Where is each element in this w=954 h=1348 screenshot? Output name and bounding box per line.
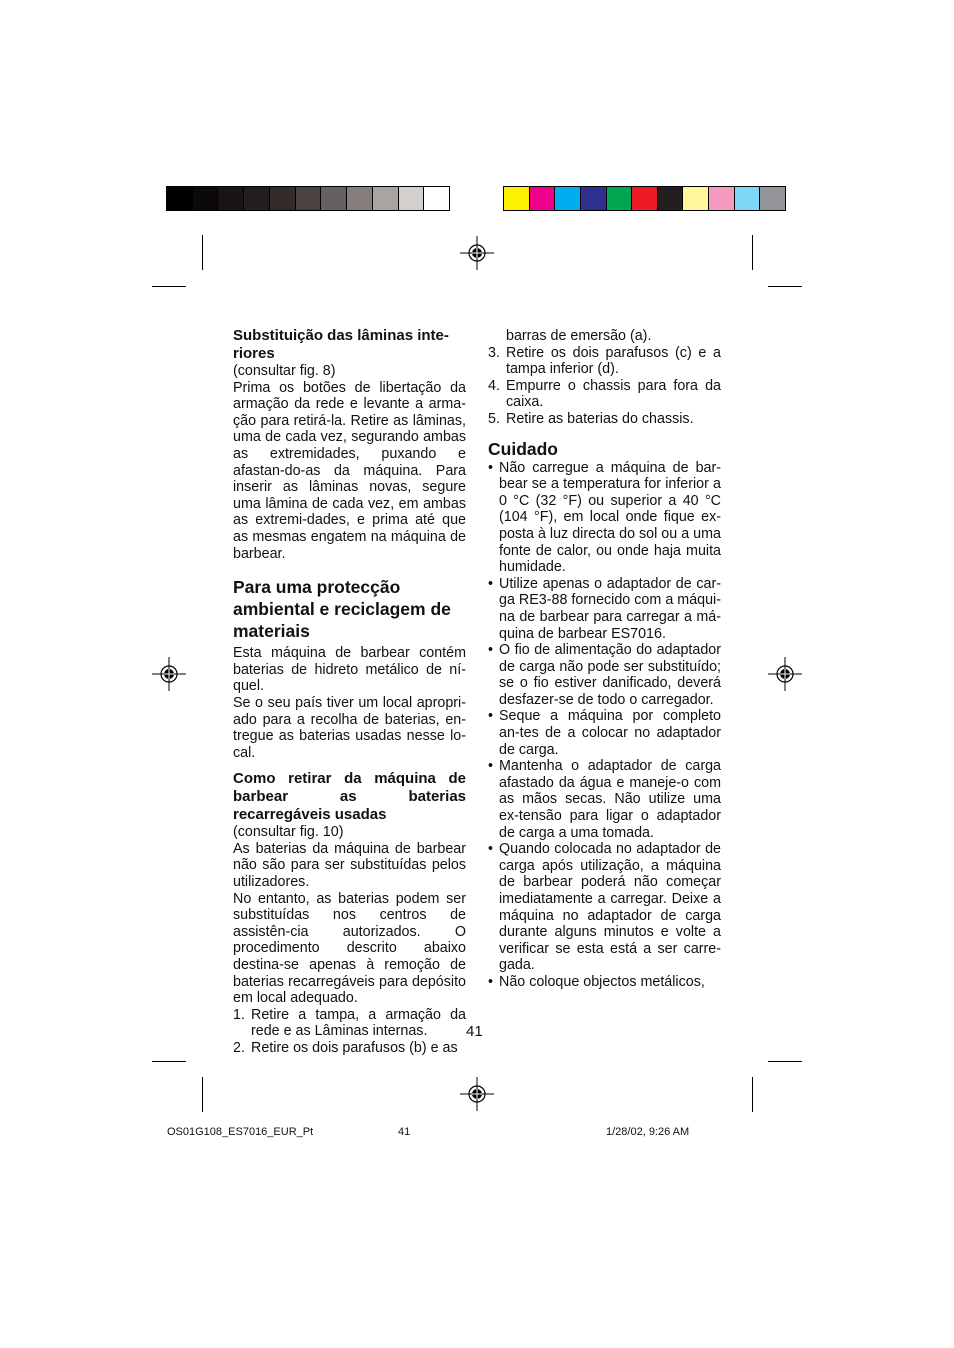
list-item: • Mantenha o adaptador de carga afastado da água e maneje-o com as mãos secas. Não utilize uma ex-tensão para ligar o adaptador de carga a uma tomada.	[488, 758, 721, 841]
color-swatch	[399, 187, 425, 210]
list-continuation: barras de emersão (a).	[506, 328, 652, 344]
color-swatch	[244, 187, 270, 210]
color-swatch	[373, 187, 399, 210]
section-heading: Para uma protecção ambiental e reciclagem de materiais	[233, 577, 451, 642]
process-color-calibration-bar	[503, 186, 786, 211]
paragraph: Esta máquina de barbear contém baterias de hidreto metálico de ní-quel.	[233, 645, 466, 695]
page-number: 41	[466, 1023, 483, 1040]
color-swatch	[683, 187, 709, 210]
crop-mark	[768, 286, 802, 287]
color-swatch	[347, 187, 373, 210]
list-item: 2. Retire os dois parafusos (b) e as	[233, 1040, 458, 1056]
color-swatch	[632, 187, 658, 210]
color-swatch	[167, 187, 193, 210]
list-item: • Não coloque objectos metálicos,	[488, 973, 705, 990]
crop-mark	[768, 1061, 802, 1062]
list-item: • Seque a máquina por completo an-tes de a colocar no adaptador de carga.	[488, 708, 721, 758]
color-swatch	[270, 187, 296, 210]
crop-mark	[152, 1061, 186, 1062]
paragraph: No entanto, as baterias podem ser substituídas nos centros de assistên-cia autorizados. O procedimento descrito abaixo destina-se apenas à remoção de baterias recarregáveis para depósito em local adequado.	[233, 890, 466, 1007]
crop-mark	[752, 1077, 753, 1112]
right-column	[488, 328, 721, 991]
crop-mark	[202, 235, 203, 270]
color-swatch	[218, 187, 244, 210]
list-item: • Não carregue a máquina de bar-bear se a temperatura for inferior a 0 °C (32 °F) ou superior a 40 °C (104 °F), em local onde fique ex-posta à luz directa do sol ou a uma fonte de calor, ou onde haja muita humidade.	[488, 459, 721, 576]
color-swatch	[735, 187, 761, 210]
crop-mark	[752, 235, 753, 270]
color-swatch	[321, 187, 347, 210]
footer-page: 41	[398, 1126, 411, 1138]
figure-reference: (consultar fig. 8)	[233, 363, 336, 379]
paragraph: Se o seu país tiver um local apropri-ado para a recolha de baterias, en-tregue as baterias usadas nesse lo-cal.	[233, 694, 466, 761]
footer-datetime: 1/28/02, 9:26 AM	[606, 1126, 690, 1138]
list-item: 1. Retire a tampa, a armação da rede e as Lâminas internas.	[233, 1006, 466, 1040]
bullet-list	[488, 460, 721, 991]
color-swatch	[581, 187, 607, 210]
color-swatch	[760, 187, 785, 210]
registration-mark-icon	[152, 657, 186, 691]
color-swatch	[658, 187, 684, 210]
figure-reference: (consultar fig. 10)	[233, 824, 344, 841]
list-item: • Utilize apenas o adaptador de car-ga RE3-88 fornecido com a máqui-na de barbear para carregar a má-quina de barbear ES7016.	[488, 575, 721, 642]
left-column	[233, 327, 466, 1057]
paragraph: Prima os botões de libertação da armação da rede e levante a arma-ção para retirá-la. Retire as lâminas, uma de cada vez, segurando ambas as extremidades, puxando e afastan-do-as da máquina. Para inserir as lâminas novas, segure uma lâmina de cada vez, em ambas as extremi-dades, e prima até que as mesmas engatem na máquina de barbear.	[233, 379, 466, 562]
registration-mark-icon	[460, 236, 494, 270]
grayscale-calibration-bar	[166, 186, 450, 211]
section-heading: Substituição das lâminas inte-riores	[233, 327, 449, 362]
color-swatch	[296, 187, 322, 210]
section-heading: Como retirar da máquina de barbear as baterias recarregáveis usadas	[233, 770, 466, 824]
list-item: • O fio de alimentação do adaptador de carga não pode ser substituído; se o fio estiver danificado, deverá desfazer-se de todo o carregador.	[488, 642, 721, 708]
crop-mark	[152, 286, 186, 287]
list-item: • Quando colocada no adaptador de carga após utilização, a máquina de barbear poderá não começar imediatamente a carregar. Deixe a máquina no adaptador de carga durante alguns minutos e volte a verificar se esta está a ser carre-gada.	[488, 841, 721, 974]
paragraph: As baterias da máquina de barbear não são para ser substituídas pelos utilizadores.	[233, 840, 466, 891]
color-swatch	[555, 187, 581, 210]
crop-mark	[202, 1077, 203, 1112]
footer-filename: OS01G108_ES7016_EUR_Pt	[167, 1126, 314, 1138]
section-heading: Cuidado	[488, 438, 558, 459]
numbered-list	[488, 345, 721, 428]
color-swatch	[607, 187, 633, 210]
numbered-list	[233, 1007, 466, 1057]
color-swatch	[504, 187, 530, 210]
color-swatch	[530, 187, 556, 210]
list-item: 4. Empurre o chassis para fora da caixa.	[488, 377, 721, 411]
color-swatch	[709, 187, 735, 210]
registration-mark-icon	[768, 657, 802, 691]
color-swatch	[193, 187, 219, 210]
color-swatch	[424, 187, 449, 210]
list-item: 3. Retire os dois parafusos (c) e a tampa inferior (d).	[488, 344, 721, 378]
list-item: 5. Retire as baterias do chassis.	[488, 410, 694, 427]
registration-mark-icon	[460, 1077, 494, 1111]
